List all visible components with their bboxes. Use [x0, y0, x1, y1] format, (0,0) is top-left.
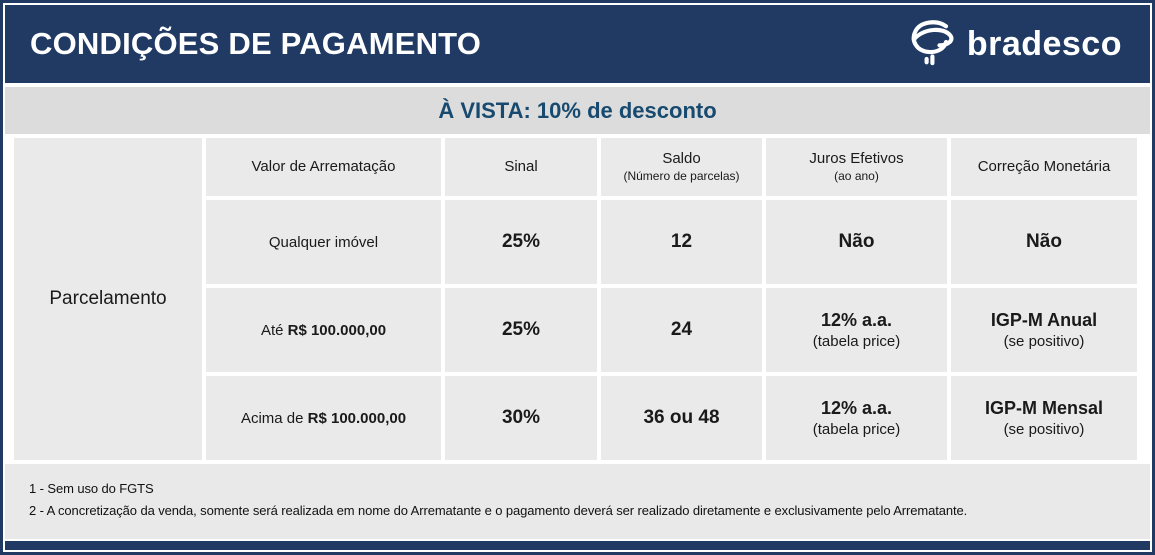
table-row-1-correcao: Não — [951, 200, 1137, 284]
col-header-juros: Juros Efetivos (ao ano) — [766, 138, 947, 196]
payment-conditions-table — [14, 138, 1141, 460]
table-row-3-sinal: 30% — [445, 376, 597, 460]
table-row-1-juros: Não — [766, 200, 947, 284]
cash-discount-banner — [5, 87, 1150, 134]
bottom-accent-bar — [5, 541, 1150, 550]
table-row-1-saldo: 12 — [601, 200, 762, 284]
title-bar — [5, 5, 1150, 83]
table-row-2-juros: 12% a.a. (tabela price) — [766, 288, 947, 372]
table-row-2-correcao: IGP-M Anual (se positivo) — [951, 288, 1137, 372]
bradesco-wordmark: bradesco — [966, 24, 1122, 63]
col-header-saldo: Saldo (Número de parcelas) — [601, 138, 762, 196]
cash-discount-text: À VISTA: 10% de desconto — [438, 97, 717, 123]
col-header-juros-sub: (ao ano) — [834, 168, 879, 183]
table-row-2-sinal: 25% — [445, 288, 597, 372]
bradesco-logo — [905, 18, 1122, 71]
table-row-3-saldo: 36 ou 48 — [601, 376, 762, 460]
bradesco-tree-icon — [905, 18, 959, 71]
col-header-correcao: Correção Monetária — [951, 138, 1137, 196]
table-row-3-juros: 12% a.a. (tabela price) — [766, 376, 947, 460]
footnotes — [5, 464, 1150, 539]
table-row-2-valor: Até R$ 100.000,00 — [206, 288, 441, 372]
table-row-3-correcao: IGP-M Mensal (se positivo) — [951, 376, 1137, 460]
footnote-2: 2 - A concretização da venda, somente será realizada em nome do Arrematante e o pagamento deverá ser realizado diretamente e exclusivamente pelo Arrematante. — [29, 503, 968, 518]
col-header-valor: Valor de Arrematação — [206, 138, 441, 196]
table-row-3-valor: Acima de R$ 100.000,00 — [206, 376, 441, 460]
row-label-parcelamento: Parcelamento — [14, 138, 202, 460]
table-row-1-valor: Qualquer imóvel — [206, 200, 441, 284]
page-title: CONDIÇÕES DE PAGAMENTO — [30, 26, 482, 61]
col-header-saldo-sub: (Número de parcelas) — [623, 168, 740, 183]
table-row-1-sinal: 25% — [445, 200, 597, 284]
footnote-1: 1 - Sem uso do FGTS — [29, 481, 154, 496]
col-header-sinal: Sinal — [445, 138, 597, 196]
table-row-2-saldo: 24 — [601, 288, 762, 372]
